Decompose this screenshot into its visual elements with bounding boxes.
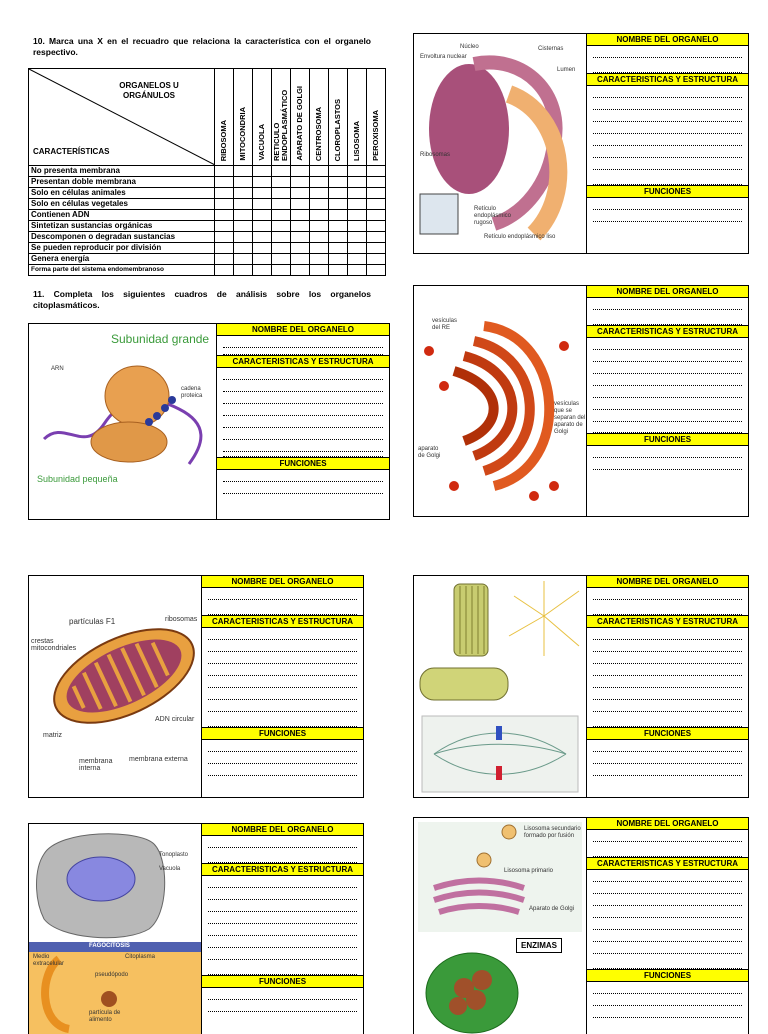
band-functions: FUNCIONES (587, 185, 748, 198)
table-row (29, 199, 386, 210)
answer-line[interactable] (593, 628, 742, 640)
characteristic-label: Contienen ADN (29, 210, 215, 221)
label-secondary-lysosome: Lisosoma secundario formado por fusión (524, 826, 581, 839)
mark-cell[interactable] (234, 254, 253, 265)
label-circular-dna: ADN circular (155, 716, 195, 723)
answer-line[interactable] (223, 482, 383, 494)
mark-cell[interactable] (329, 188, 348, 199)
band-features: CARACTERISTICAS Y ESTRUCTURA (217, 355, 389, 368)
answer-line[interactable] (593, 310, 742, 325)
mark-cell[interactable] (291, 243, 310, 254)
column-header: RETICULO ENDOPLASMÁTICO (272, 69, 291, 166)
mark-cell[interactable] (291, 166, 310, 177)
answer-line[interactable] (208, 888, 357, 900)
form-vacuole (201, 824, 363, 1034)
mark-cell[interactable] (367, 166, 386, 177)
answer-line[interactable] (208, 924, 357, 936)
characteristic-label: Solo en células animales (29, 188, 215, 199)
centrosome-illustration (414, 576, 586, 797)
mark-cell[interactable] (272, 188, 291, 199)
answer-line[interactable] (223, 348, 383, 355)
mark-cell[interactable] (253, 210, 272, 221)
answer-line[interactable] (208, 664, 357, 676)
answer-line[interactable] (593, 458, 742, 470)
label-f1-particles: partículas F1 (69, 617, 116, 626)
mark-cell[interactable] (215, 232, 234, 243)
characteristic-label: Se pueden reproducir por división (29, 243, 215, 254)
mark-cell[interactable] (234, 177, 253, 188)
table-row (29, 166, 386, 177)
answer-line[interactable] (593, 134, 742, 146)
answer-line[interactable] (593, 374, 742, 386)
mark-cell[interactable] (367, 254, 386, 265)
answer-line[interactable] (593, 882, 742, 894)
label-nuclear-envelope: Envoltura nuclear (420, 54, 467, 60)
mark-cell[interactable] (272, 232, 291, 243)
label-phagocytosis: FAGOCITOSIS (89, 943, 130, 949)
form-mitochondria (201, 576, 363, 797)
mark-cell[interactable] (253, 188, 272, 199)
label-vacuole: Vacuola (159, 866, 181, 872)
answer-line[interactable] (223, 470, 383, 482)
label-cristae: crestas mitocondriales (31, 638, 77, 652)
answer-line[interactable] (208, 848, 357, 863)
answer-line[interactable] (593, 46, 742, 58)
label-large-subunit: Subunidad grande (111, 332, 210, 346)
label-food-particle: partícula de alimento (89, 1010, 121, 1023)
answer-line[interactable] (223, 404, 383, 416)
characteristic-label: Solo en células vegetales (29, 199, 215, 210)
answer-line[interactable] (593, 298, 742, 310)
label-outer-membrane: membrana externa (129, 756, 188, 763)
mark-cell[interactable] (348, 265, 367, 276)
mark-cell[interactable] (215, 177, 234, 188)
band-functions: FUNCIONES (202, 727, 363, 740)
mark-cell[interactable] (291, 177, 310, 188)
mark-cell[interactable] (310, 188, 329, 199)
answer-line[interactable] (593, 664, 742, 676)
mark-cell[interactable] (367, 188, 386, 199)
question-11: 11. Completa los siguientes cuadros de análisis sobre los organelos citoplasmáticos. (33, 289, 371, 310)
column-header: MITOCONDRIA (234, 69, 253, 166)
answer-line[interactable] (223, 428, 383, 440)
mark-cell[interactable] (367, 221, 386, 232)
mark-cell[interactable] (272, 166, 291, 177)
table-row (29, 243, 386, 254)
mark-cell[interactable] (253, 199, 272, 210)
mark-cell[interactable] (215, 243, 234, 254)
label-golgi: Aparato de Golgi (529, 906, 575, 912)
mark-cell[interactable] (253, 177, 272, 188)
mark-cell[interactable] (215, 265, 234, 276)
label-enzymes: ENZIMAS (516, 938, 562, 953)
band-functions: FUNCIONES (587, 727, 748, 740)
answer-line[interactable] (208, 900, 357, 912)
label-ribosomes: ribosomas (165, 616, 198, 623)
mark-cell[interactable] (348, 232, 367, 243)
mark-cell[interactable] (215, 221, 234, 232)
organelle-characteristics-table (28, 68, 386, 276)
mark-cell[interactable] (310, 254, 329, 265)
card-golgi (413, 285, 749, 517)
mitochondria-icon (29, 576, 201, 797)
mitochondria-illustration (29, 576, 201, 797)
mark-cell[interactable] (329, 210, 348, 221)
answer-line[interactable] (593, 942, 742, 954)
mark-cell[interactable] (348, 188, 367, 199)
answer-line[interactable] (593, 362, 742, 374)
column-header: RIBOSOMA (215, 69, 234, 166)
answer-line[interactable] (208, 640, 357, 652)
band-name: NOMBRE DEL ORGANELO (587, 818, 748, 830)
answer-line[interactable] (208, 936, 357, 948)
band-name: NOMBRE DEL ORGANELO (587, 286, 748, 298)
answer-line[interactable] (593, 338, 742, 350)
mark-cell[interactable] (310, 265, 329, 276)
mark-cell[interactable] (348, 221, 367, 232)
mark-cell[interactable] (310, 177, 329, 188)
form-centrosome (586, 576, 748, 797)
label-smooth-er: Retículo endoplásmico liso (484, 234, 556, 240)
band-name: NOMBRE DEL ORGANELO (587, 576, 748, 588)
label-rough-er: Retículo endoplásmico rugoso (474, 206, 512, 226)
mark-cell[interactable] (291, 199, 310, 210)
form-lysosome (586, 818, 748, 1034)
mark-cell[interactable] (291, 265, 310, 276)
answer-line[interactable] (208, 912, 357, 924)
mark-cell[interactable] (310, 221, 329, 232)
mark-cell[interactable] (234, 243, 253, 254)
label-er-vesicles: vesículas del RE (432, 318, 458, 331)
column-header: CLOROPLASTOS (329, 69, 348, 166)
mark-cell[interactable] (215, 254, 234, 265)
answer-line[interactable] (593, 410, 742, 422)
answer-line[interactable] (223, 392, 383, 404)
answer-line[interactable] (208, 688, 357, 700)
answer-line[interactable] (593, 386, 742, 398)
label-golgi: aparato de Golgi (418, 446, 441, 459)
answer-line[interactable] (593, 688, 742, 700)
label-arn: ARN (51, 366, 64, 372)
label-protein-chain: cadena proteica (181, 386, 203, 399)
mark-cell[interactable] (253, 221, 272, 232)
answer-line[interactable] (593, 930, 742, 942)
mark-cell[interactable] (329, 254, 348, 265)
band-name: NOMBRE DEL ORGANELO (217, 324, 389, 336)
answer-line[interactable] (223, 336, 383, 348)
centrosome-icon (414, 576, 586, 797)
answer-line[interactable] (593, 640, 742, 652)
answer-line[interactable] (593, 740, 742, 752)
golgi-illustration (414, 286, 586, 516)
mark-cell[interactable] (291, 221, 310, 232)
answer-line[interactable] (208, 876, 357, 888)
mark-cell[interactable] (367, 243, 386, 254)
label-matrix: matriz (43, 732, 63, 739)
mark-cell[interactable] (310, 166, 329, 177)
answer-line[interactable] (208, 588, 357, 600)
answer-line[interactable] (208, 752, 357, 764)
mark-cell[interactable] (310, 210, 329, 221)
answer-line[interactable] (593, 1006, 742, 1018)
label-tonoplast: Tonoplasto (159, 852, 189, 858)
mark-cell[interactable] (291, 254, 310, 265)
answer-line[interactable] (593, 350, 742, 362)
answer-line[interactable] (208, 988, 357, 1000)
mark-cell[interactable] (253, 166, 272, 177)
band-name: NOMBRE DEL ORGANELO (587, 34, 748, 46)
answer-line[interactable] (593, 198, 742, 210)
answer-line[interactable] (208, 652, 357, 664)
mark-cell[interactable] (329, 166, 348, 177)
answer-line[interactable] (208, 1000, 357, 1012)
mark-cell[interactable] (310, 199, 329, 210)
answer-line[interactable] (208, 676, 357, 688)
band-features: CARACTERISTICAS Y ESTRUCTURA (587, 325, 748, 338)
ribosome-icon (29, 324, 216, 519)
mark-cell[interactable] (310, 232, 329, 243)
answer-line[interactable] (593, 830, 742, 842)
answer-line[interactable] (593, 58, 742, 73)
mark-cell[interactable] (367, 199, 386, 210)
column-header: CENTROSOMA (310, 69, 329, 166)
answer-line[interactable] (208, 600, 357, 615)
question-10: 10. Marca una X en el recuadro que relaciona la característica con el organelo respectivo. (33, 36, 371, 57)
answer-line[interactable] (208, 948, 357, 960)
mark-cell[interactable] (234, 199, 253, 210)
form-golgi (586, 286, 748, 516)
mark-cell[interactable] (253, 254, 272, 265)
card-vacuole (28, 823, 364, 1034)
answer-line[interactable] (593, 982, 742, 994)
answer-line[interactable] (593, 764, 742, 776)
band-name: NOMBRE DEL ORGANELO (202, 576, 363, 588)
label-cytoplasm: Citoplasma (125, 954, 156, 960)
answer-line[interactable] (593, 652, 742, 664)
answer-line[interactable] (593, 170, 742, 185)
mark-cell[interactable] (348, 243, 367, 254)
label-extracellular: Medio extracelular (33, 954, 65, 967)
characteristic-label: Presentan doble membrana (29, 177, 215, 188)
column-header: VACUOLA (253, 69, 272, 166)
card-mitochondria (28, 575, 364, 798)
answer-line[interactable] (593, 110, 742, 122)
mark-cell[interactable] (291, 232, 310, 243)
answer-line[interactable] (208, 712, 357, 727)
label-inner-membrane: membrana interna (79, 758, 113, 772)
label-cisterns: Cisternas (538, 46, 564, 52)
corner-top-label: ORGANELOS U ORGÁNULOS (119, 81, 179, 100)
answer-line[interactable] (593, 954, 742, 969)
mark-cell[interactable] (272, 199, 291, 210)
mark-cell[interactable] (234, 221, 253, 232)
table-row (29, 265, 386, 276)
answer-line[interactable] (593, 752, 742, 764)
card-ribosome (28, 323, 390, 520)
column-header: LISOSOMA (348, 69, 367, 166)
answer-line[interactable] (593, 700, 742, 712)
table-row (29, 210, 386, 221)
characteristic-label: Forma parte del sistema endomembranoso (29, 265, 215, 276)
mark-cell[interactable] (367, 210, 386, 221)
answer-line[interactable] (593, 588, 742, 600)
mark-cell[interactable] (310, 243, 329, 254)
card-rough-er (413, 33, 749, 254)
table-row (29, 221, 386, 232)
corner-bottom-label: CARACTERÍSTICAS (33, 147, 110, 156)
card-centrosome (413, 575, 749, 798)
mark-cell[interactable] (215, 188, 234, 199)
mark-cell[interactable] (367, 232, 386, 243)
mark-cell[interactable] (291, 210, 310, 221)
answer-line[interactable] (593, 398, 742, 410)
mark-cell[interactable] (234, 265, 253, 276)
answer-line[interactable] (593, 842, 742, 857)
answer-line[interactable] (208, 628, 357, 640)
answer-line[interactable] (593, 210, 742, 222)
mark-cell[interactable] (329, 232, 348, 243)
answer-line[interactable] (593, 158, 742, 170)
mark-cell[interactable] (348, 254, 367, 265)
mark-cell[interactable] (272, 254, 291, 265)
table-row (29, 254, 386, 265)
label-pseudopod: pseudópodo (95, 972, 129, 978)
mark-cell[interactable] (253, 243, 272, 254)
mark-cell[interactable] (272, 243, 291, 254)
answer-line[interactable] (208, 700, 357, 712)
band-features: CARACTERISTICAS Y ESTRUCTURA (587, 73, 748, 86)
characteristic-label: Sintetizan sustancias orgánicas (29, 221, 215, 232)
answer-line[interactable] (223, 380, 383, 392)
mark-cell[interactable] (253, 265, 272, 276)
table-row (29, 188, 386, 199)
band-features: CARACTERISTICAS Y ESTRUCTURA (587, 857, 748, 870)
band-functions: FUNCIONES (587, 433, 748, 446)
band-functions: FUNCIONES (217, 457, 389, 470)
band-functions: FUNCIONES (587, 969, 748, 982)
band-functions: FUNCIONES (202, 975, 363, 988)
table-corner (29, 69, 215, 166)
answer-line[interactable] (208, 960, 357, 975)
mark-cell[interactable] (272, 177, 291, 188)
answer-line[interactable] (223, 416, 383, 428)
card-lysosome (413, 817, 749, 1034)
mark-cell[interactable] (234, 166, 253, 177)
answer-line[interactable] (593, 422, 742, 433)
mark-cell[interactable] (329, 177, 348, 188)
band-name: NOMBRE DEL ORGANELO (202, 824, 363, 836)
vacuole-illustration (29, 824, 201, 1034)
mark-cell[interactable] (272, 221, 291, 232)
label-ribosomes: Ribosomas (420, 152, 451, 158)
mark-cell[interactable] (291, 188, 310, 199)
answer-line[interactable] (593, 146, 742, 158)
mark-cell[interactable] (329, 221, 348, 232)
mark-cell[interactable] (234, 188, 253, 199)
label-nucleus: Núcleo (460, 44, 479, 50)
answer-line[interactable] (208, 764, 357, 776)
characteristic-label: Genera energía (29, 254, 215, 265)
mark-cell[interactable] (234, 232, 253, 243)
mark-cell[interactable] (272, 210, 291, 221)
column-header: PEROXISOMA (367, 69, 386, 166)
mark-cell[interactable] (367, 177, 386, 188)
characteristic-label: No presenta membrana (29, 166, 215, 177)
mark-cell[interactable] (215, 166, 234, 177)
answer-line[interactable] (593, 894, 742, 906)
answer-line[interactable] (593, 712, 742, 727)
mark-cell[interactable] (348, 199, 367, 210)
answer-line[interactable] (593, 122, 742, 134)
characteristic-label: Descomponen o degradan sustancias (29, 232, 215, 243)
answer-line[interactable] (593, 870, 742, 882)
mark-cell[interactable] (367, 265, 386, 276)
ribosome-illustration (29, 324, 216, 519)
column-header: APARATO DE GOLGI (291, 69, 310, 166)
mark-cell[interactable] (215, 210, 234, 221)
mark-cell[interactable] (348, 177, 367, 188)
label-primary-lysosome: Lisosoma primario (504, 868, 554, 874)
answer-line[interactable] (593, 600, 742, 615)
rough-er-illustration (414, 34, 586, 253)
answer-line[interactable] (593, 446, 742, 458)
table-row (29, 232, 386, 243)
answer-line[interactable] (223, 368, 383, 380)
mark-cell[interactable] (215, 199, 234, 210)
answer-line[interactable] (208, 740, 357, 752)
label-small-subunit: Subunidad pequeña (37, 474, 118, 484)
mark-cell[interactable] (272, 265, 291, 276)
mark-cell[interactable] (329, 243, 348, 254)
band-features: CARACTERISTICAS Y ESTRUCTURA (202, 615, 363, 628)
mark-cell[interactable] (329, 199, 348, 210)
lysosome-illustration (414, 818, 586, 1034)
answer-line[interactable] (593, 86, 742, 98)
band-features: CARACTERISTICAS Y ESTRUCTURA (587, 615, 748, 628)
form-rough-er (586, 34, 748, 253)
answer-line[interactable] (223, 440, 383, 452)
mark-cell[interactable] (234, 210, 253, 221)
answer-line[interactable] (208, 836, 357, 848)
mark-cell[interactable] (348, 210, 367, 221)
form-ribosome (216, 324, 389, 519)
table-row (29, 177, 386, 188)
label-golgi-vesicles: vesículas que se separan del aparato de Golgi (554, 401, 586, 435)
lysosome-icon (414, 818, 586, 1034)
answer-line[interactable] (593, 676, 742, 688)
mark-cell[interactable] (329, 265, 348, 276)
mark-cell[interactable] (253, 232, 272, 243)
answer-line[interactable] (593, 994, 742, 1006)
answer-line[interactable] (593, 98, 742, 110)
band-features: CARACTERISTICAS Y ESTRUCTURA (202, 863, 363, 876)
label-lumen: Lumen (557, 67, 576, 73)
answer-line[interactable] (593, 918, 742, 930)
mark-cell[interactable] (348, 166, 367, 177)
answer-line[interactable] (593, 906, 742, 918)
